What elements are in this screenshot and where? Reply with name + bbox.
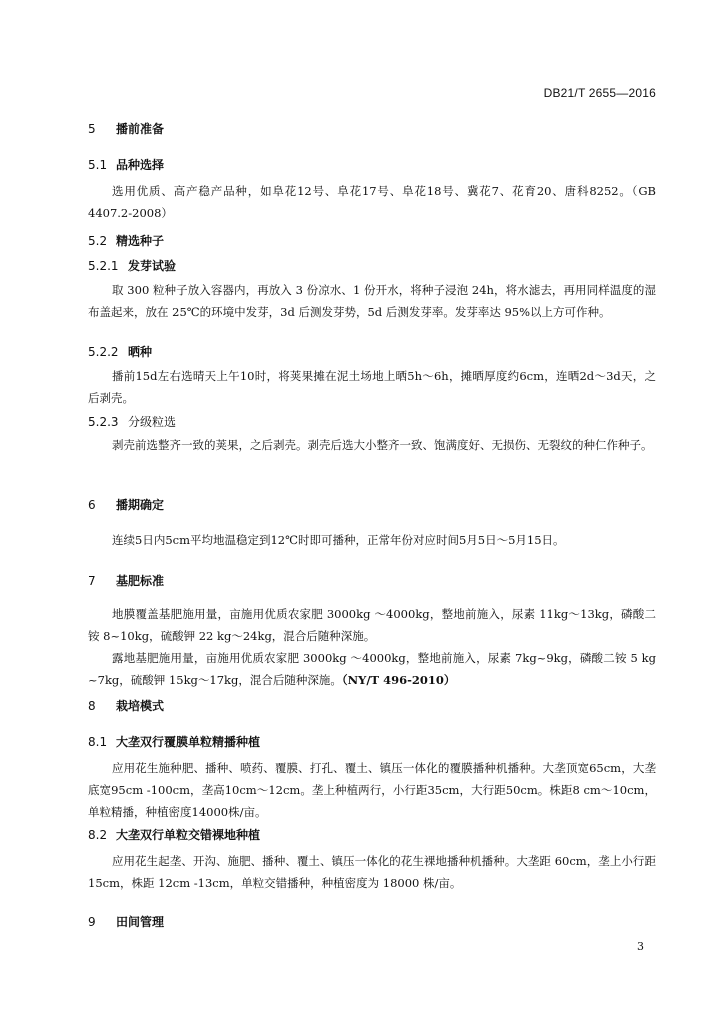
section-title: 栽培模式 [116,699,165,713]
section-number: 5.1 [88,158,108,172]
paragraph: 取 300 粒种子放入容器内，再放入 3 份凉水、1 份开水，将种子浸泡 24h，将水滤去，再用同样温度的湿布盖起来，放在 25℃的环境中发芽，3d 后测发芽势，5d 后测发芽率。发芽率达 95%以上方可作种。 [88,283,656,319]
section-6-body [88,529,656,551]
section-7-heading [88,572,656,589]
paragraph: 地膜覆盖基肥施用量，亩施用优质农家肥 3000kg ～4000kg，整地前施入，尿素 11kg～13kg，磷酸二铵 8~10kg，硫酸钾 22 kg～24kg，混合后随种深施。 [88,607,656,643]
section-number: 6 [88,498,96,512]
section-7-body [88,603,656,691]
paragraph-text: 露地基肥施用量，亩施用优质农家肥 3000kg ～4000kg，整地前施入，尿素 7kg~9kg，磷酸二铵 5 kg ~7kg，硫酸钾 15kg～17kg，混合后随种深施。 [88,651,656,687]
standard-code: DB21/T 2655—2016 [543,86,656,100]
section-number: 7 [88,574,96,588]
section-8-2-heading [88,826,656,843]
paragraph: 播前15d左右选晴天上午10时，将荚果摊在泥土场地上晒5h～6h，摊晒厚度约6cm，连晒2d～3d天，之后剥壳。 [88,369,656,405]
section-5-2-2-heading [88,343,656,360]
paragraph [88,647,656,691]
section-title: 基肥标准 [116,574,165,588]
standard-reference: （NY/T 496-2010） [341,673,456,687]
section-6-heading [88,496,656,513]
paragraph: 连续5日内5cm平均地温稳定到12℃时即可播种，正常年份对应时间5月5日～5月15日。 [112,533,565,547]
section-title: 品种选择 [116,158,165,172]
section-title: 播期确定 [116,498,165,512]
section-title: 精选种子 [116,234,165,248]
section-8-1-body [88,757,656,823]
section-title: 田间管理 [116,915,165,929]
section-5-2-1-body [88,279,656,323]
page-number: 3 [637,940,644,953]
section-number: 9 [88,915,96,929]
section-title: 分级粒选 [128,415,177,429]
section-8-2-body [88,850,656,894]
section-number: 5.2 [88,234,108,248]
section-number: 5.2.1 [88,259,119,273]
section-5-heading [88,120,656,137]
section-5-2-3-body [88,434,656,456]
section-8-heading [88,697,656,714]
section-title: 晒种 [128,345,153,359]
section-8-1-heading [88,733,656,750]
paragraph: 应用花生施种肥、播种、喷药、覆膜、打孔、覆土、镇压一体化的覆膜播种机播种。大垄顶宽65cm，大垄底宽95cm -100cm，垄高10cm～12cm。垄上种植两行，小行距35cm，大行距50cm。株距8 cm～10cm，单粒精播，种植密度14000株/亩。 [88,761,656,819]
section-number: 5.2.3 [88,415,119,429]
section-number: 5 [88,122,96,136]
section-5-1-heading [88,156,656,173]
section-title: 发芽试验 [128,259,177,273]
section-9-heading [88,913,656,930]
section-number: 5.2.2 [88,345,119,359]
section-title: 大垄双行覆膜单粒精播种植 [116,735,261,749]
section-title: 播前准备 [116,122,165,136]
section-title: 大垄双行单粒交错裸地种植 [116,828,261,842]
paragraph: 应用花生起垄、开沟、施肥、播种、覆土、镇压一体化的花生裸地播种机播种。大垄距 60cm，垄上小行距 15cm，株距 12cm -13cm，单粒交错播种，种植密度为 18000 株/亩。 [88,854,656,890]
section-5-2-2-body [88,365,656,409]
section-5-2-3-heading [88,413,656,430]
section-number: 8.2 [88,828,108,842]
section-number: 8.1 [88,735,108,749]
section-5-1-body [88,180,656,224]
section-5-2-1-heading [88,257,656,274]
section-5-2-heading [88,232,656,249]
paragraph: 剥壳前选整齐一致的荚果，之后剥壳。剥壳后选大小整齐一致、饱满度好、无损伤、无裂纹的种仁作种子。 [112,438,653,452]
section-number: 8 [88,699,96,713]
paragraph: 选用优质、高产稳产品种，如阜花12号、阜花17号、阜花18号、冀花7、花育20、唐科8252。（GB 4407.2-2008） [88,184,656,220]
